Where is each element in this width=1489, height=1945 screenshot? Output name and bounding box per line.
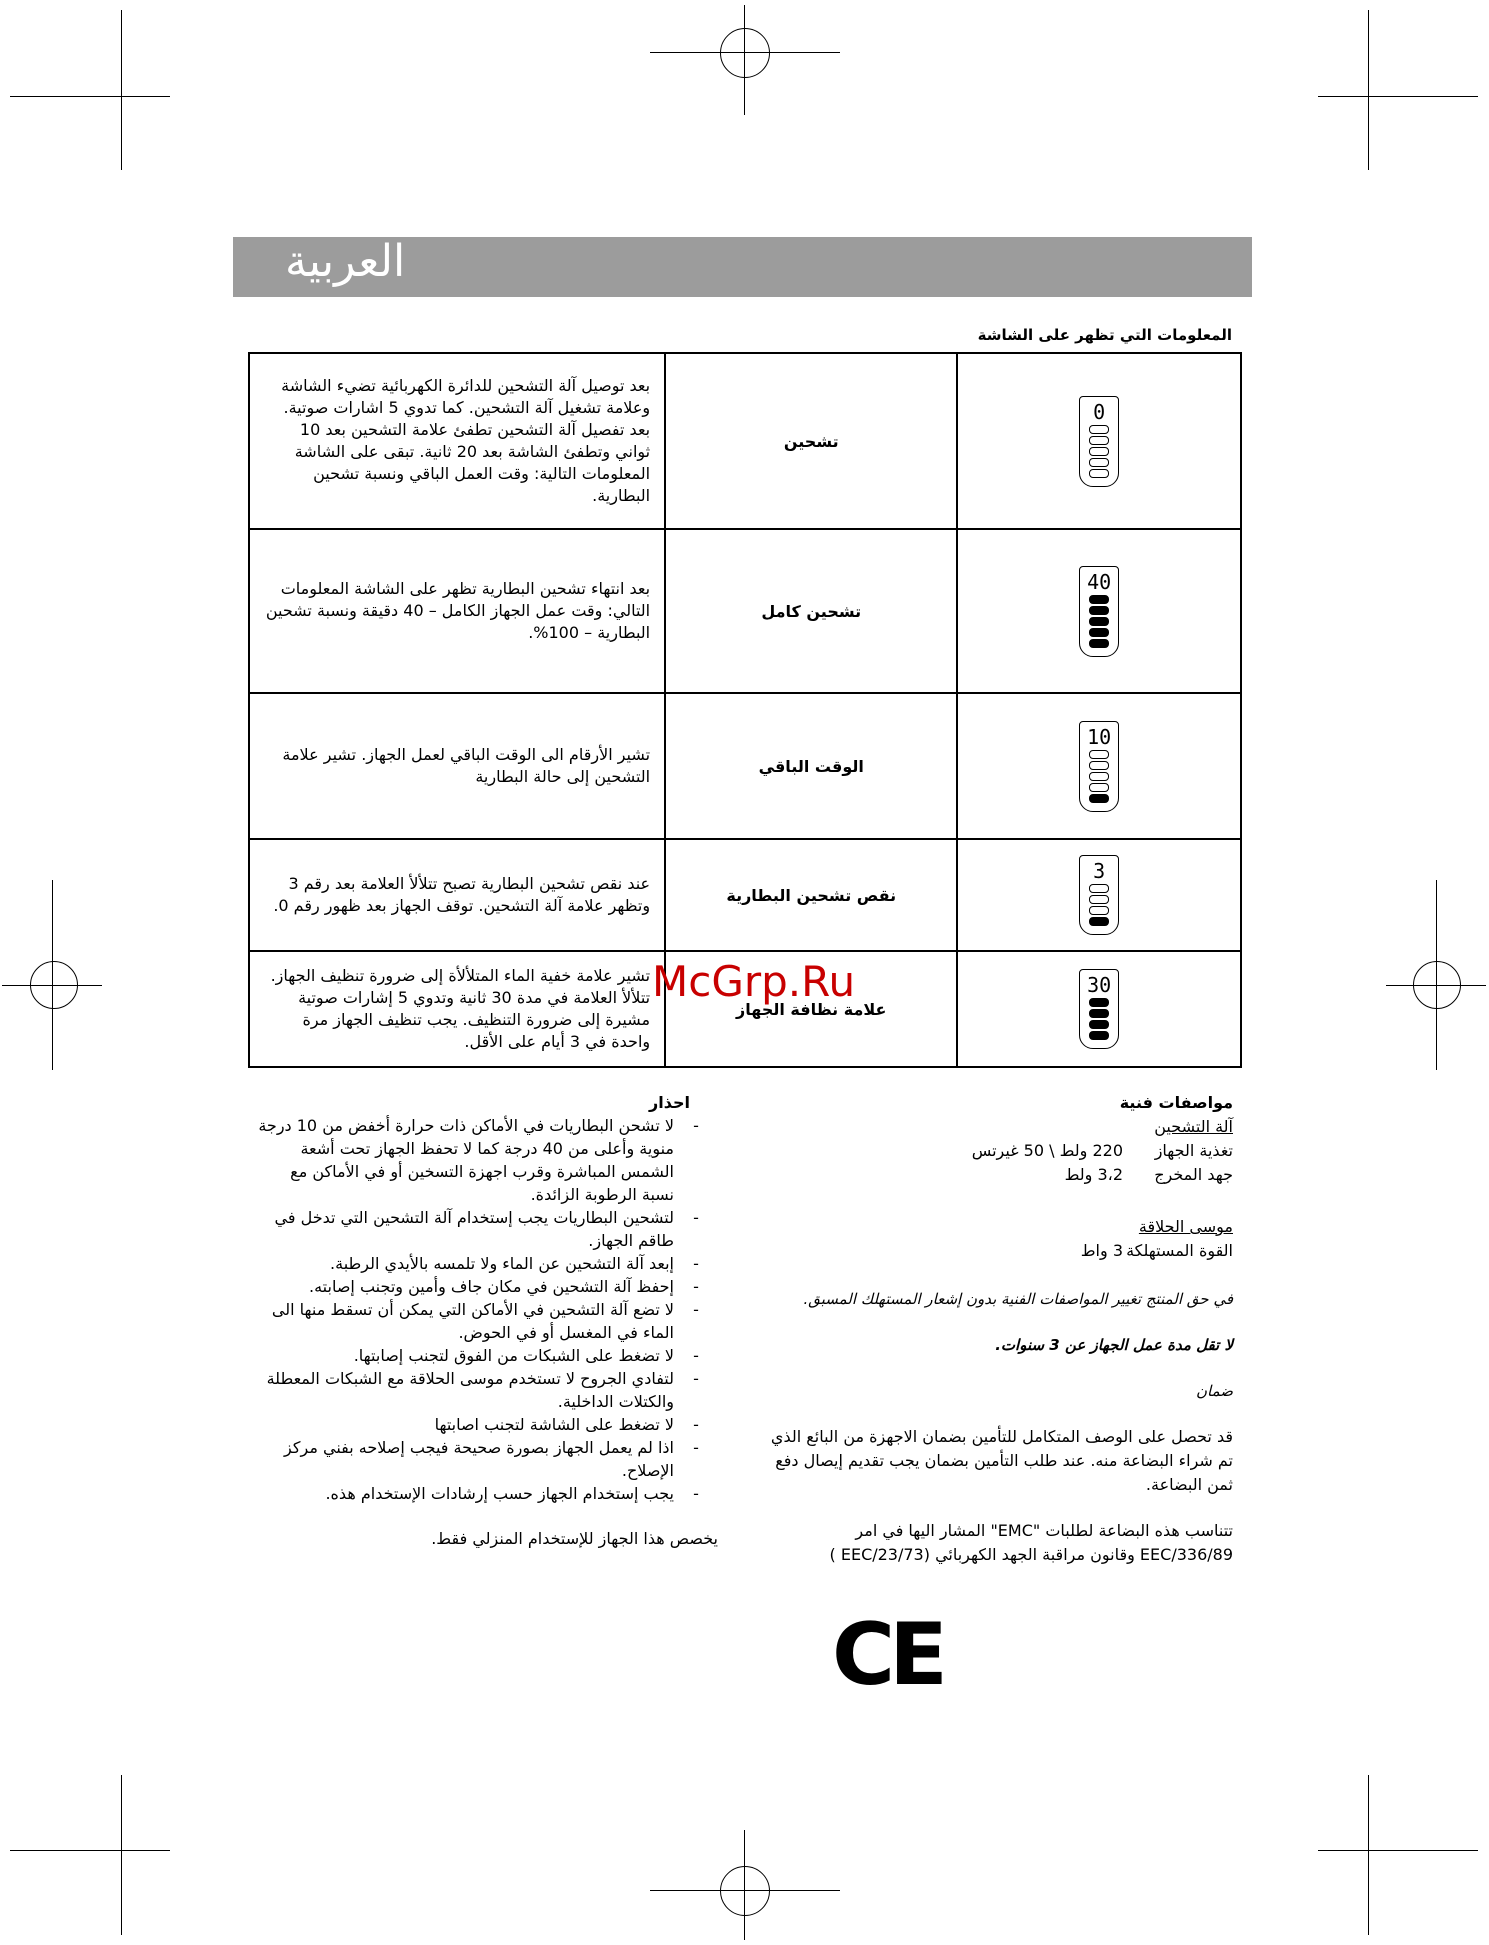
display-icon [1079, 396, 1119, 487]
display-value: 3 [1093, 859, 1106, 883]
display-icon [1079, 855, 1119, 935]
specs-title: مواصفات فنية [1119, 1093, 1233, 1112]
spec-row [763, 1163, 1233, 1187]
warning-text: لا تضع آلة التشحين في الأماكن التي يمكن أن تسقط منها الى الماء في المغسل أو في الحوض. [271, 1300, 674, 1342]
warranty-title: ضمان [1196, 1382, 1233, 1400]
warnings-title: احذار [649, 1093, 690, 1112]
warning-text: إبعد آلة التشحين عن الماء ولا تلمسه بالأيدي الرطبة. [330, 1254, 674, 1273]
row-description: بعد توصيل آلة التشحين للدائرة الكهربائية تضيء الشاشة وعلامة تشغيل آلة التشحين. كما تدوي 5 اشارات صوتية. بعد تفصيل آلة التشحين تطفئ علامة التشحين بعد 10 ثواني وتطفئ الشاشة بعد 20 ثانية. تبقى على الشاشة المعلومات التالية: وقت العمل الباقي ونسبة تشحين البطارية. [249, 353, 665, 529]
warning-text: لا تشحن البطاريات في الأماكن ذات حرارة أخفض من 10 درجة منوية وأعلى من 40 درجة كما لا تحفظ الجهاز تحت أشعة الشمس المباشرة وقرب اجهزة التسخين أو في الأماكن مع نسبة الرطوبة الزائدة. [258, 1116, 674, 1204]
list-item: - لتشحين البطاريات يجب إستخدام آلة التشحين التي تدخل في طاقم الجهاز. [258, 1206, 718, 1252]
lifetime-note: لا تقل مدة عمل الجهاز عن 3 سنوات. [995, 1336, 1233, 1354]
list-item: - إحفظ آلة التشحين في مكان جاف وأمين وتجنب إصابته. [309, 1277, 699, 1296]
spec-key: تغذية الجهاز [1154, 1141, 1233, 1160]
household-use-note: يخصص هذا الجهاز للإستخدام المنزلي فقط. [431, 1529, 718, 1548]
spec-key: جهد المخرج [1154, 1165, 1233, 1184]
spec-value: 220 ولط \ 50 غيرتس [971, 1141, 1123, 1160]
display-icon [1079, 566, 1119, 657]
warnings-section [258, 1091, 718, 1550]
spec-row [763, 1239, 1233, 1263]
display-value: 0 [1093, 399, 1106, 424]
display-value: 10 [1087, 724, 1112, 749]
list-item: - يجب إستخدام الجهاز حسب إرشادات الإستخدام هذه. [325, 1484, 699, 1503]
watermark: McGrp.Ru [652, 957, 856, 1006]
display-value: 40 [1087, 569, 1112, 594]
row-description: عند نقص تشحين البطارية تصبح تتلألأ العلامة بعد رقم 3 وتظهر علامة آلة التشحين. توقف الجهاز بعد ظهور رقم 0. [249, 839, 665, 951]
list-item: - لا تضغط على الشبكات من الفوق لتجنب إصابتها. [353, 1346, 699, 1365]
row-label: الوقت الباقي [665, 693, 957, 839]
list-item: - اذا لم يعمل الجهاز بصورة صحيحة فيجب إصلاحه بفني مركز الإصلاح. [258, 1436, 718, 1482]
spec-value: 3 واط [1080, 1241, 1123, 1260]
spec-change-note: في حق المنتج تغيير المواصفات الفنية بدون إشعار المستهلك المسبق. [803, 1290, 1233, 1308]
table-row [249, 693, 1241, 839]
list-item: - لتفادي الجروح لا تستخدم موسى الحلاقة مع الشبكات المعطلة والكتلات الداخلية. [258, 1367, 718, 1413]
spec-value: 3،2 ولط [1064, 1165, 1123, 1184]
row-description: تشير الأرقام الى الوقت الباقي لعمل الجهاز. تشير علامة التشحين إلى حالة البطارية [249, 693, 665, 839]
row-label: تشحين [665, 353, 957, 529]
table-row [249, 839, 1241, 951]
row-label: تشحين كامل [665, 529, 957, 693]
display-value: 30 [1087, 973, 1112, 997]
specs-section [763, 1091, 1233, 1567]
list-item: - لا تضغط على الشاشة لتجنب اصابتها [434, 1415, 699, 1434]
screen-info-title: المعلومات التي تظهر على الشاشة [977, 326, 1232, 344]
row-label: علامة نظافة الجهاز [665, 951, 957, 1067]
warning-text: لا تضغط على الشبكات من الفوق لتجنب إصابتها. [353, 1346, 674, 1365]
emc-text: تتناسب هذه البضاعة لطلبات "EMC" المشار اليها في امر EEC/336/89 وقانون مراقبة الجهد الكهربائي (EEC/23/73 ) [829, 1521, 1233, 1564]
list-item: - لا تضع آلة التشحين في الأماكن التي يمكن أن تسقط منها الى الماء في المغسل أو في الحوض. [258, 1298, 718, 1344]
shaver-heading: موسى الحلاقة [1138, 1217, 1233, 1236]
warning-text: اذا لم يعمل الجهاز بصورة صحيحة فيجب إصلاحه بفني مركز الإصلاح. [284, 1438, 674, 1480]
spec-row [763, 1139, 1233, 1163]
warranty-text: قد تحصل على الوصف المتكامل للتأمين بضمان الاجهزة من البائع الذي تم شراء البضاعة منه. عند طلب التأمين بضمان يجب تقديم إيصال دفع ثمن البضاعة. [770, 1427, 1233, 1494]
ce-mark: CE [832, 1605, 942, 1705]
warning-text: لتشحين البطاريات يجب إستخدام آلة التشحين التي تدخل في طاقم الجهاز. [274, 1208, 674, 1250]
warning-text: لا تضغط على الشاشة لتجنب اصابتها [434, 1415, 674, 1434]
warning-text: إحفظ آلة التشحين في مكان جاف وأمين وتجنب إصابته. [309, 1277, 674, 1296]
table-row [249, 353, 1241, 529]
display-icon [1079, 721, 1119, 812]
list-item: - إبعد آلة التشحين عن الماء ولا تلمسه بالأيدي الرطبة. [330, 1254, 699, 1273]
warning-text: لتفادي الجروح لا تستخدم موسى الحلاقة مع الشبكات المعطلة والكتلات الداخلية. [266, 1369, 674, 1411]
row-label: نقص تشحين البطارية [665, 839, 957, 951]
page-title: العربية [285, 236, 406, 287]
warning-text: يجب إستخدام الجهاز حسب إرشادات الإستخدام هذه. [325, 1484, 674, 1503]
charger-heading: آلة التشحين [1154, 1117, 1233, 1136]
display-icon [1079, 969, 1119, 1049]
spec-key: القوة المستهلكة [1126, 1241, 1233, 1260]
row-description: بعد انتهاء تشحين البطارية تظهر على الشاشة المعلومات التالي: وقت عمل الجهاز الكامل – 40 دقيقة ونسبة تشحين البطارية – 100%. [249, 529, 665, 693]
row-description: تشير علامة خفية الماء المتلألأة إلى ضرورة تنظيف الجهاز. تتلألأ العلامة في مدة 30 ثانية وتدوي 5 إشارات صوتية مشيرة إلى ضرورة التنظيف. يجب تنظيف الجهاز مرة واحدة في 3 أيام على الأقل. [249, 951, 665, 1067]
list-item: - لا تشحن البطاريات في الأماكن ذات حرارة أخفض من 10 درجة منوية وأعلى من 40 درجة كما لا تحفظ الجهاز تحت أشعة الشمس المباشرة وقرب اجهزة التسخين أو في الأماكن مع نسبة الرطوبة الزائدة. [258, 1116, 699, 1204]
table-row [249, 529, 1241, 693]
